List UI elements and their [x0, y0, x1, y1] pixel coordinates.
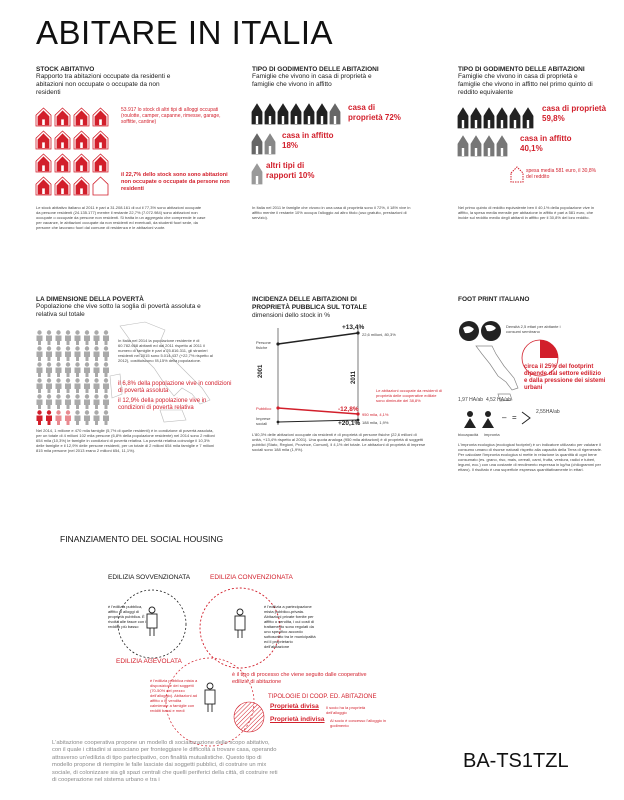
person-head-icon — [47, 378, 51, 382]
person-head-icon — [85, 330, 89, 334]
house-door-icon — [256, 146, 258, 154]
person-head-icon — [104, 410, 108, 414]
public-side-note: Le abitazioni occupate da residenti di proprietà delle cooperative edilizie sono diminuite del 38,8% — [376, 388, 442, 403]
person-icon — [94, 368, 100, 378]
person-head-icon — [56, 346, 60, 350]
tenure2-subtitle: Famiglie che vivono in casa di proprietà e famiglie che vivono in affitto nel primo quinto di reddito equivalente — [458, 73, 593, 96]
house-door-icon — [269, 146, 271, 154]
house-door-icon — [475, 120, 477, 128]
person-icon — [37, 416, 43, 426]
stock-subtitle: Rapporto tra abitazioni occupate da residenti e abitazioni non occupate o occupate da non residenti — [36, 73, 171, 96]
person-icon — [75, 400, 81, 410]
coop-divisa: Proprietà divisa — [270, 703, 319, 710]
coop-process-text: è il tipo di processo che viene seguito dalle cooperative edilizie di abitazione — [232, 672, 367, 685]
tenure1-owned-icons — [252, 100, 344, 130]
person-icon — [65, 336, 71, 346]
tenure2-spend: spesa media 581 euro, il 30,8% del reddito — [526, 168, 597, 180]
person-head-icon — [94, 410, 98, 414]
person-head-icon — [37, 394, 41, 398]
footprint-italy-map — [470, 344, 520, 404]
val-imprese-note: 188 mila, 1,9% — [362, 420, 389, 425]
person-icon — [75, 384, 81, 394]
year-2001: 2001 — [258, 364, 264, 378]
tenure1-body: In Italia nel 2011 le famiglie che vivono in una casa di proprietà sono il 72%, il 18% vive in affitto mentre il restante 10% occupa l'alloggio ad altro titolo (uso gratuito, prestazioni di servizio). — [252, 205, 411, 220]
agev-text: è l'edilizia pubblica mista a disposizione dei soggetti (70-50% del prezzo dell'alloggio). Abitazioni ad affitto o in vendita calmierate a famiglie con redditi bassi e medi — [150, 678, 198, 713]
person-icon — [103, 384, 109, 394]
stock-section — [36, 66, 211, 97]
person-head-icon — [104, 330, 108, 334]
house-door-icon — [42, 142, 45, 148]
person-icon — [103, 368, 109, 378]
person-icon — [56, 384, 62, 394]
house-door-icon — [42, 165, 45, 171]
coop-indivisa: Proprietà indivisa — [270, 716, 325, 723]
person-icon — [65, 384, 71, 394]
person-head-icon — [94, 394, 98, 398]
person-icon — [103, 336, 109, 346]
tenure1-other-label: altri tipi di rapporti 10% — [266, 161, 315, 180]
stock-body: Le stock abitativo italiano al 2011 è pari a 31.208.161 di cui il 77,3% sono abitazioni occupate da persone residenti (24.135.177) mentre il restante 22,7% (7.072.984) sono abitazioni non occupate o occupate da persone non residenti. Si tratta in un aggregato che comprende le case per vacanze, le abitazioni occupate da non residenti ed eventuali, da studenti fuori sede, da persone che lavorano fuori dal comune di residenza e le abitazioni vuote. — [36, 205, 206, 230]
person-icon — [103, 416, 109, 426]
house-door-icon — [99, 142, 102, 148]
tenure2-section — [458, 66, 593, 97]
coop-divisa-text: Il socio ha la proprietà dell'alloggio — [326, 705, 366, 715]
cat-imprese: Imprese sociali — [256, 416, 271, 426]
cat-persone: Persone fisiche — [256, 340, 271, 350]
tenure2-body: Nel primo quinto di reddito equivalente ben il 40,1% della popolazione vive in affitto, la spesa media mensile per abitazione in affitto è pari a 581 euro, che incide sul reddito medio degli abitanti in affitto per il 30,8% del loro reddito. — [458, 205, 595, 220]
person-head-icon — [94, 346, 98, 350]
tenure1-owned-label: casa di proprietà 72% — [348, 103, 401, 122]
house-door-icon — [501, 148, 503, 156]
person-head-icon — [37, 378, 41, 382]
person-head-icon — [66, 346, 70, 350]
slope-persone — [278, 333, 358, 344]
poverty-subtitle: Popolazione che vive sotto la soglia di povertà assoluta e relativa sul totale — [36, 303, 201, 318]
footprint-ha2: 4,52 HA/ab — [486, 397, 512, 403]
val-persone: +13,4% — [342, 324, 365, 331]
person-head-icon — [75, 362, 79, 366]
person-icon — [84, 336, 90, 346]
tenure2-spend-icon — [510, 164, 524, 184]
tenure2-owned-icons — [458, 104, 538, 134]
tenure1-section — [252, 66, 382, 89]
person-head-icon — [56, 330, 60, 334]
person-head-icon — [37, 346, 41, 350]
person-icon — [94, 352, 100, 362]
dot-persone-2011 — [356, 331, 359, 334]
house-door-icon — [269, 116, 271, 124]
person-head-icon — [85, 346, 89, 350]
footprint-share: circa il 25% del footprint dipende dal settore edilizio e dalla pressione dei sistemi urbani — [524, 364, 606, 391]
person-icon-agev — [205, 683, 215, 712]
person-head-icon — [56, 362, 60, 366]
conv-text: è l'edilizia a partecipazione mista pubblico-privata. Abitazioni private fornite per affitto o vendita, i cui costi di trattamento sono regolati da uno specifico accordo sottoscritto tra le municipalità ed il proprietario dell'abitazione — [264, 604, 316, 649]
person-icon — [103, 400, 109, 410]
house-door-icon — [462, 120, 464, 128]
person-icon — [75, 416, 81, 426]
person-icon — [94, 336, 100, 346]
house-door-icon — [61, 165, 64, 171]
house-door-icon — [80, 119, 83, 125]
person-head-icon — [75, 346, 79, 350]
person-head-icon — [66, 378, 70, 382]
house-door-icon — [295, 116, 297, 124]
person-icon-sovv — [147, 607, 157, 636]
agev-heading: EDILIZIA AGEVOLATA — [116, 658, 182, 665]
person-head-icon — [104, 346, 108, 350]
house-door-icon — [488, 120, 490, 128]
house-door-icon — [462, 148, 464, 156]
poverty-section — [36, 296, 211, 319]
cat-pubblico: Pubblico — [256, 406, 272, 411]
person-icon — [84, 416, 90, 426]
person-icon — [56, 336, 62, 346]
footprint-label-imp: impronta — [484, 432, 500, 437]
public-body: L'80,3% delle abitazioni occupate da residenti è di proprietà di persone fisiche (22,6 milioni di unità, +13,4% rispetto al 2001). Una quota analoga (950 mila abitazioni) è di proprietà di soggetti pubblici (Stato, Regioni, Province, Comuni), il 4,1% del totale. Le abitazioni di proprietà di imprese sociali sono 188 mila (1,9%). — [252, 432, 426, 452]
person-head-icon — [37, 410, 41, 414]
sovv-text: è l'edilizia pubblica, affitto di alloggi di proprietà pubblica. È rivolta alle fasce con il reddito più basso — [108, 604, 148, 629]
poverty-intro: In Italia nel 2014 la popolazione residente è di 60.782.668 abitanti ed dal 2011 rispetto al 2011 il numero di famiglie è pari a 25.816.311, gli stranieri residenti nel 2015 sono 5.014.437 (+22,7% rispetto al 2012), costituiscono l'8,15% della popolazione. — [118, 338, 213, 363]
poverty-relative: il 12,9% della popolazione vive in condizioni di povertà relativa — [118, 398, 207, 411]
person-icon-conv — [235, 609, 245, 638]
house-door-icon — [334, 116, 336, 124]
person-icon — [103, 352, 109, 362]
person-icon — [37, 368, 43, 378]
footprint-balance-icons — [458, 404, 548, 434]
person-head-icon — [94, 378, 98, 382]
person-icon — [84, 352, 90, 362]
person-icon — [37, 352, 43, 362]
person-head-icon — [85, 362, 89, 366]
poverty-title: LA DIMENSIONE DELLA POVERTÀ — [36, 296, 144, 303]
document-code: BA-TS1TZL — [463, 750, 569, 772]
house-door-icon — [527, 120, 529, 128]
person-head-icon — [85, 394, 89, 398]
person-head-icon — [47, 394, 51, 398]
footprint-body: L'impronta ecologica (ecological footprint) è un indicatore utilizzato per valutare il consumo umano di risorse naturali rispetto alla capacità della Terra di rigenerarle. Per calcolare l'impronta ecologica si mette in relazione la quantità di ogni bene consumato (es. grano, riso, mais, cereali, carni, frutta, verdura, radici e tuberi, legumi, ecc.) con una costante di rendimento espressa in kg/ha (chilogrammi per ettaro). Il risultato è una superficie espressa quantitativamente in ettari. — [458, 442, 602, 472]
tenure1-title: TIPO DI GODIMENTO DELLE ABITAZIONI — [252, 66, 379, 73]
svg-text:=: = — [512, 413, 517, 422]
person-head-icon — [47, 410, 51, 414]
house-door-icon — [321, 116, 323, 124]
house-door-icon — [501, 120, 503, 128]
person-icon — [75, 368, 81, 378]
tenure2-rent-icons — [458, 132, 518, 162]
public-subtitle: dimensioni dello stock in % — [252, 312, 331, 319]
person-icon — [84, 368, 90, 378]
public-title: INCIDENZA DELLE ABITAZIONI DI PROPRIETÀ PUBBLICA SUL TOTALE — [252, 296, 367, 311]
house-door-icon — [488, 148, 490, 156]
stock-house-grid — [36, 108, 116, 203]
tenure2-rent-label: casa in affitto 40,1% — [520, 134, 572, 153]
house-door-icon — [99, 165, 102, 171]
person-icon — [65, 400, 71, 410]
person-head-icon — [75, 330, 79, 334]
page-title: ABITARE IN ITALIA — [36, 14, 334, 51]
house-door-icon — [42, 188, 45, 194]
person-head-icon — [104, 394, 108, 398]
person-icon — [94, 400, 100, 410]
person-icon — [56, 416, 62, 426]
person-head-icon — [47, 330, 51, 334]
house-door-icon — [80, 142, 83, 148]
person-icon — [56, 352, 62, 362]
tenure1-rent-icons — [252, 130, 282, 160]
house-door-icon — [80, 165, 83, 171]
dot-persone-2001 — [276, 342, 279, 345]
person-icon — [37, 336, 43, 346]
person-icon — [37, 384, 43, 394]
person-head-icon — [75, 378, 79, 382]
person-icon — [46, 384, 52, 394]
coop-indivisa-text: Al socio è concesso l'alloggio in godimento — [330, 718, 387, 728]
house-door-icon — [42, 119, 45, 125]
person-icon — [75, 352, 81, 362]
house-door-icon — [61, 142, 64, 148]
house-door-icon — [99, 119, 102, 125]
person-icon — [56, 368, 62, 378]
person-icon — [65, 416, 71, 426]
tenure2-owned-label: casa di proprietà 59,8% — [542, 104, 607, 123]
tenure2-title: TIPO DI GODIMENTO DELLE ABITAZIONI — [458, 66, 585, 73]
person-icon — [46, 368, 52, 378]
poverty-body: Nel 2014, 1 milione e 470 mila famiglie (5,7% di quelle residenti) è in condizione di povertà assoluta, per un totale di 4 milioni 102 mila persone (6,8% della popolazione residente) nel 2014 sono 2 milioni 654 mila (10,3%) le famiglie in condizioni di povertà relativa. La povertà relativa coinvolge il 10,3% delle famiglie e il 12,9% delle persone residenti, per un totale di 2 milioni 654 mila famiglie e 7 milioni 815 mila persone (nel 2013 erano 2 milioni 654, 11,1%). — [36, 428, 215, 453]
sovv-heading: EDILIZIA SOVVENZIONATA — [108, 574, 191, 581]
house-door-icon — [61, 188, 64, 194]
person-icon — [46, 400, 52, 410]
person-head-icon — [85, 378, 89, 382]
person-icon — [65, 368, 71, 378]
house-door-icon — [514, 120, 516, 128]
person-head-icon — [94, 330, 98, 334]
tenure1-rent-label: casa in affitto 18% — [282, 131, 334, 150]
person-icon — [94, 416, 100, 426]
house-door-icon — [475, 148, 477, 156]
person-icon — [46, 336, 52, 346]
poverty-absolute: il 6,8% della popolazione vive in condizioni di povertà assoluta — [118, 381, 232, 394]
coop-hatched-circle — [232, 700, 266, 734]
person-head-icon — [56, 394, 60, 398]
coop-types-title: TIPOLOGIE DI COOP. ED. ABITAZIONE — [268, 694, 377, 700]
person-icon — [84, 384, 90, 394]
person-head-icon — [94, 362, 98, 366]
house-door-icon — [282, 116, 284, 124]
social-bottom-text: L'abitazione cooperativa propone un modello di socializzazione dello scopo abitativo, con il quale i cittadini si associano per fronteggiare le difficoltà a trovare casa, operando attraverso un'edilizia di tipo partecipativo, con finalità mutualistiche. Questo tipo di modello propone di riempire le falle lasciate dai soggetti pubblici, di costruire un mix sociale, di colonizzare sia gli spazi centrali che quelli periferici della città, di costruire reti di cooperazione nel sistema urbano e tra i — [52, 740, 278, 784]
person-head-icon — [66, 362, 70, 366]
val-persone-note: 22,6 milioni, 80,3% — [362, 332, 396, 337]
person-head-icon — [66, 330, 70, 334]
footprint-density: Densità 2,5 ettari per abitante i consumi sembrano — [506, 324, 561, 334]
person-head-icon — [37, 362, 41, 366]
tenure1-subtitle: Famiglie che vivono in casa di proprietà e famiglie che vivono in affitto — [252, 73, 372, 88]
svg-text:–: – — [502, 413, 507, 422]
person-icon — [65, 352, 71, 362]
person-icon — [46, 416, 52, 426]
footprint-label-bio: biocapacità — [458, 432, 479, 437]
stock-note-other: 53.917 lo stock di altri tipi di alloggi occupati (roulotte, camper, capanne, rimesse, garage, soffitte, cantine) — [121, 107, 221, 125]
val-pubblico-note: 950 mila, 4,1% — [362, 412, 389, 417]
stock-note-unoccupied: il 22,7% dello stock sono sono abitazioni non occupate o occupate da persone non residenti — [121, 172, 230, 192]
person-icon — [37, 400, 43, 410]
poverty-people-grid — [36, 330, 116, 430]
house-door-icon — [61, 119, 64, 125]
house-door-icon — [256, 176, 258, 184]
person-head-icon — [104, 378, 108, 382]
footprint-ha1: 1,97 HA/ab — [458, 397, 484, 403]
footprint-title: FOOT PRINT ITALIANO — [458, 296, 530, 303]
tenure1-other-icons — [252, 160, 266, 190]
person-head-icon — [56, 410, 60, 414]
person-icon — [94, 384, 100, 394]
person-head-icon — [56, 378, 60, 382]
person-icon — [46, 352, 52, 362]
val-imprese: +20,1% — [338, 420, 361, 427]
person-head-icon — [75, 410, 79, 414]
conv-heading: EDILIZIA CONVENZIONATA — [210, 574, 293, 581]
person-icon — [75, 336, 81, 346]
year-2011: 2011 — [351, 370, 357, 384]
public-section — [252, 296, 392, 320]
person-head-icon — [75, 394, 79, 398]
person-icon — [84, 400, 90, 410]
person-head-icon — [104, 362, 108, 366]
person-icon — [56, 400, 62, 410]
house-door-icon — [308, 116, 310, 124]
person-head-icon — [37, 330, 41, 334]
person-head-icon — [47, 346, 51, 350]
footprint-globe-icon — [458, 320, 502, 342]
house-icon — [93, 177, 108, 195]
person-head-icon — [66, 410, 70, 414]
footprint-ha3: 2,55HA/ab — [536, 409, 560, 415]
person-head-icon — [85, 410, 89, 414]
house-door-icon — [256, 116, 258, 124]
social-title: FINANZIAMENTO DEL SOCIAL HOUSING — [60, 534, 224, 544]
stock-title: STOCK ABITATIVO — [36, 66, 95, 73]
val-pubblico: -12,8% — [338, 406, 359, 413]
person-head-icon — [47, 362, 51, 366]
person-head-icon — [66, 394, 70, 398]
house-door-icon — [80, 188, 83, 194]
